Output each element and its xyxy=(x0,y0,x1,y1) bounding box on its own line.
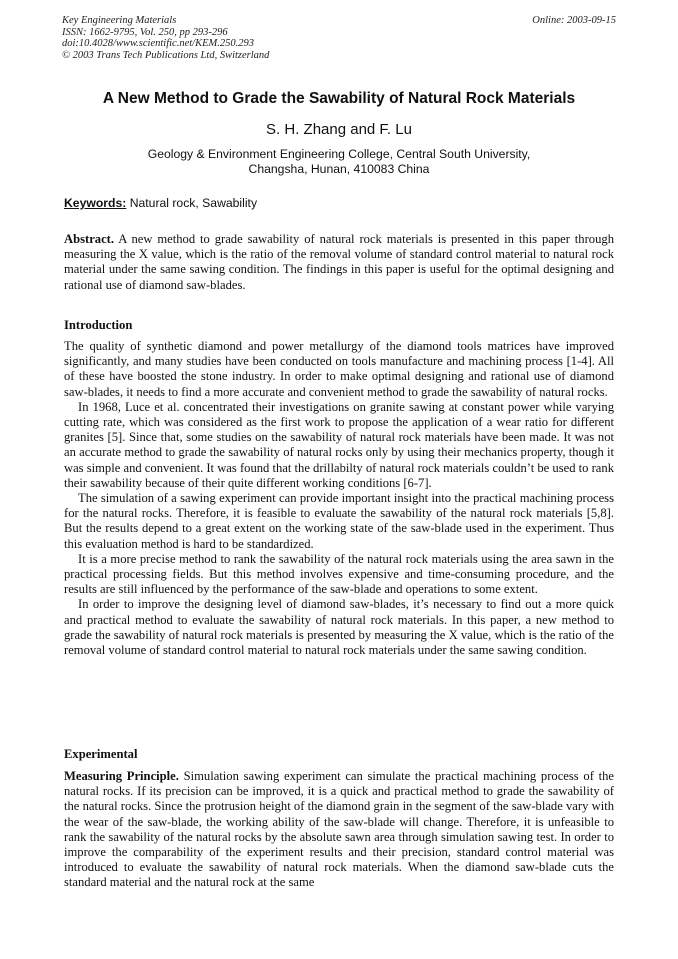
introduction-heading: Introduction xyxy=(64,318,133,332)
measuring-principle-text: Simulation sawing experiment can simulate the practical machining process of the natural rocks. If its precision can be improved, it is a quick and practical method to grade the sawability of the natural rocks. Since the protrusion height of the diamond grain in the segment of the saw-blade vary with the wear of the saw-blade, the working ability of the saw-blade will change. Therefore, it is unfeasible to rank the sawability of the natural rocks by the absolute sawn area through simulation sawing test. In order to improve the comparability of the experiment results and their precision, standard control material was introduced to evaluate the sawability of natural rock materials. When the diamond saw-blade cuts the standard material and the natural rock at the same xyxy=(64,769,614,890)
paper-title: A New Method to Grade the Sawability of Natural Rock Materials xyxy=(102,90,576,107)
issn-line: ISSN: 1662-9795, Vol. 250, pp 293-296 xyxy=(62,26,228,38)
keywords-label: Keywords: xyxy=(64,196,127,210)
keywords-text: Natural rock, Sawability xyxy=(126,196,258,210)
experimental-body xyxy=(64,769,614,891)
intro-paragraph-3: The simulation of a sawing experiment can provide important insight into the practical machining process for the natural rocks. Therefore, it is feasible to evaluate the sawability of the natural rock materials [5,8]. But the results depend to a great extent on the working state of the saw-blade used in the experiment. Thus this evaluation method is hard to be standardized. xyxy=(64,491,614,551)
intro-paragraph-2: In 1968, Luce et al. concentrated their investigations on granite sawing at constant power while varying cutting rate, which was considered as the first work to propose the application of a wear ratio for different granites [5]. Since that, some studies on the sawability of natural rock materials have been made. It was not an accurate method to grade the sawability of natural rocks only by using their mechanics property, though it was simple and convenient. It was found that the drillabilty of natural rock materials couldn’t be used to rank their sawability because of their quite different working conditions [6-7]. xyxy=(64,399,614,490)
measuring-principle-label: Measuring Principle. xyxy=(64,769,179,783)
intro-paragraph-4: It is a more precise method to rank the sawability of the natural rock materials using the area sawn in the practical processing fields. But this method involves expensive and time-consuming procedure, and the results are still influenced by the performance of the saw-blade and operations to some extent. xyxy=(64,551,614,597)
doi-line: doi:10.4028/www.scientific.net/KEM.250.293 xyxy=(62,38,254,49)
abstract xyxy=(64,232,614,293)
abstract-text: A new method to grade sawability of natural rock materials is presented in this paper through measuring the X value, which is the ratio of the removal volume of standard control material to natural rock material under the same sawing condition. The findings in this paper is useful for the optimal designing and rational use of diamond saw-blades. xyxy=(64,232,614,292)
intro-paragraph-1: The quality of synthetic diamond and power metallurgy of the diamond tools matrices have improved significantly, and many studies have been conducted on tools manufacture and machining process [1-4]. All of these have boosted the stone industry. In order to make optimal designing and rational use of diamond saw-blades, it needs to find a more accurate and convenient method to grade the sawability of natural rocks. xyxy=(64,339,614,399)
experimental-heading: Experimental xyxy=(64,747,138,761)
copyright-line: © 2003 Trans Tech Publications Ltd, Switzerland xyxy=(62,49,270,61)
introduction-body xyxy=(64,339,614,658)
abstract-label: Abstract. xyxy=(64,232,115,246)
authors: S. H. Zhang and F. Lu xyxy=(266,121,412,138)
affiliation: Geology & Environment Engineering College, Central South University, Changsha, Hunan, 410083 China xyxy=(147,147,531,176)
journal-name: Key Engineering Materials xyxy=(62,15,177,26)
keywords xyxy=(64,196,257,210)
journal-header xyxy=(62,15,616,61)
intro-paragraph-5: In order to improve the designing level of diamond saw-blades, it’s necessary to find out a more quick and practical method to evaluate the sawability of natural rock materials. In this paper, a new method to grade the sawability of natural rock materials is presented by measuring the X value, which is the ratio of the removal volume of standard control material to natural rock materials under the same sawing condition. xyxy=(64,597,614,658)
online-date: Online: 2003-09-15 xyxy=(532,15,616,26)
